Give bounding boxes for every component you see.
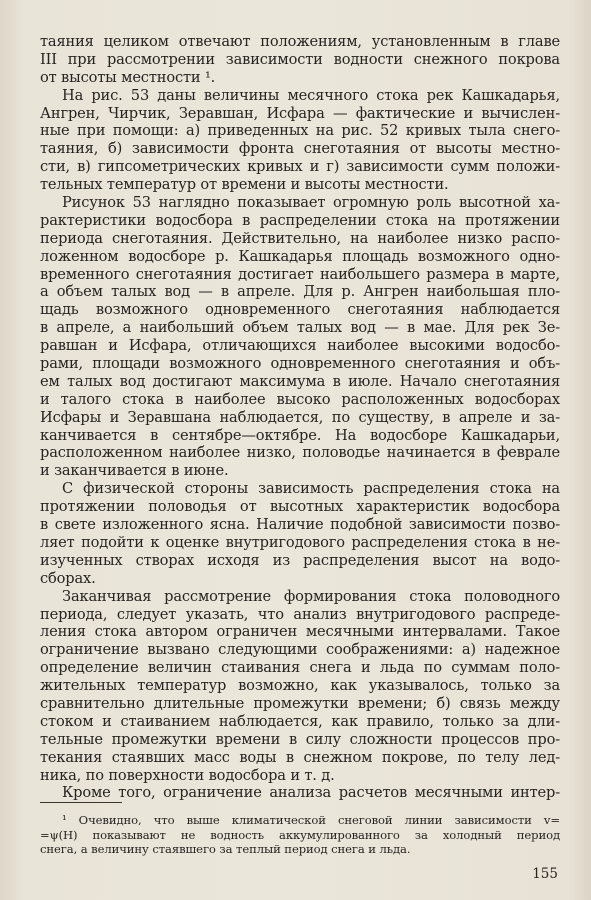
text-line: и талого стока в наиболее высоко расположенных водосборах [40,390,560,408]
text-line: щадь возможного одновременного снеготаяния наблюдается [40,301,560,319]
text-line: ем талых вод достигают максимума в июле. Начало снеготаяния [40,372,560,390]
text-line: рактеристики водосбора в распределении стока на протяжении [40,211,560,229]
paragraph [40,784,560,802]
text-line: в свете изложенного ясна. Наличие подобной зависимости позво- [40,516,560,534]
text-line: Заканчивая рассмотрение формирования стока половодного [62,587,560,605]
paragraph [40,588,560,785]
text-line: периода, следует указать, что анализ внутригодового распреде- [40,605,560,623]
text-line: сборах. [40,569,96,587]
text-line: Исфары и Зеравшана наблюдается, по существу, в апреле и за- [40,408,560,426]
text-line: Рисунок 53 наглядно показывает огромную роль высотной ха- [62,194,560,212]
text-line: ления стока автором ограничен месячными интервалами. Такое [40,623,560,641]
text-line: от высоты местности ¹. [40,68,216,86]
text-line: определение величин стаивания снега и льда по суммам поло- [40,659,560,677]
footnote-line: ¹ Очевидно, что выше климатической снеговой линии зависимости v= [62,813,560,827]
footnote-line: =ψ(H) показывают не водность аккумулированного за холодный период [40,827,560,842]
text-line: Кроме того, ограничение анализа расчетов месячными интер- [62,784,560,802]
text-line: На рис. 53 даны величины месячного стока рек Кашкадарья, [62,86,560,104]
text-line: ника, по поверхности водосбора и т. д. [40,766,335,784]
paragraph [40,87,560,194]
text-line: тельных температур от времени и высоты местности. [40,176,449,194]
text-line: и заканчивается в июне. [40,462,229,480]
text-line: ные при помощи: а) приведенных на рис. 52 кривых тыла снего- [40,122,560,140]
text-line: текания стаявших масс воды в снежном покрове, по телу лед- [40,748,560,766]
text-line: изученных створах исходя из распределения высот на водо- [40,551,560,569]
text-line: сти, в) гипсометрических кривых и г) зависимости сумм положи- [40,158,560,176]
text-line: таяния целиком отвечают положениям, установленным в главе [40,33,560,50]
text-line: тельные промежутки времени в силу сложности процессов про- [40,730,560,748]
footnote-divider [40,802,122,803]
text-line: сравнительно длительные промежутки времени; б) связь между [40,694,560,712]
text-line: ограничение вызвано следующими соображениями: а) надежное [40,641,560,659]
text-line: III при рассмотрении зависимости водности снежного покрова [40,50,560,68]
text-line: рами, площади возможного одновременного снеготаяния и объ- [40,355,560,373]
paragraph [40,194,560,480]
main-text [40,33,560,802]
text-line: С физической стороны зависимость распределения стока на [62,480,560,498]
text-line: Ангрен, Чирчик, Зеравшан, Исфара — фактические и вычислен- [40,104,560,122]
text-line: временного снеготаяния достигает наибольшего размера в марте, [40,265,560,283]
text-line: протяжении половодья от высотных характеристик водосбора [40,498,560,516]
text-line: равшан и Исфара, отличающихся наиболее высокими водосбо- [40,337,560,355]
text-line: расположенном наиболее низко, половодье начинается в феврале [40,444,560,462]
text-line: периода снеготаяния. Действительно, на наиболее низко распо- [40,229,560,247]
page-number: 155 [532,866,558,882]
text-line: ложенном водосборе р. Кашкадарья площадь возможного одно- [40,247,560,265]
paragraph [40,33,560,87]
text-line: в апреле, а наибольший объем талых вод — в мае. Для рек Зе- [40,319,560,337]
text-line: ляет подойти к оценке внутригодового распределения стока в не- [40,533,560,551]
text-line: таяния, б) зависимости фронта снеготаяния от высоты местно- [40,140,560,158]
footnote-line: снега, а величину стаявшего за теплый период снега и льда. [40,842,411,857]
footnote [40,813,560,857]
text-line: а объем талых вод — в апреле. Для р. Ангрен наибольшая пло- [40,283,560,301]
text-line: жительных температур возможно, как указывалось, только за [40,677,560,695]
text-line: канчивается в сентябре—октябре. На водосборе Кашкадарьи, [40,426,560,444]
text-line: стоком и стаиванием наблюдается, как правило, только за дли- [40,712,560,730]
paragraph [40,480,560,587]
